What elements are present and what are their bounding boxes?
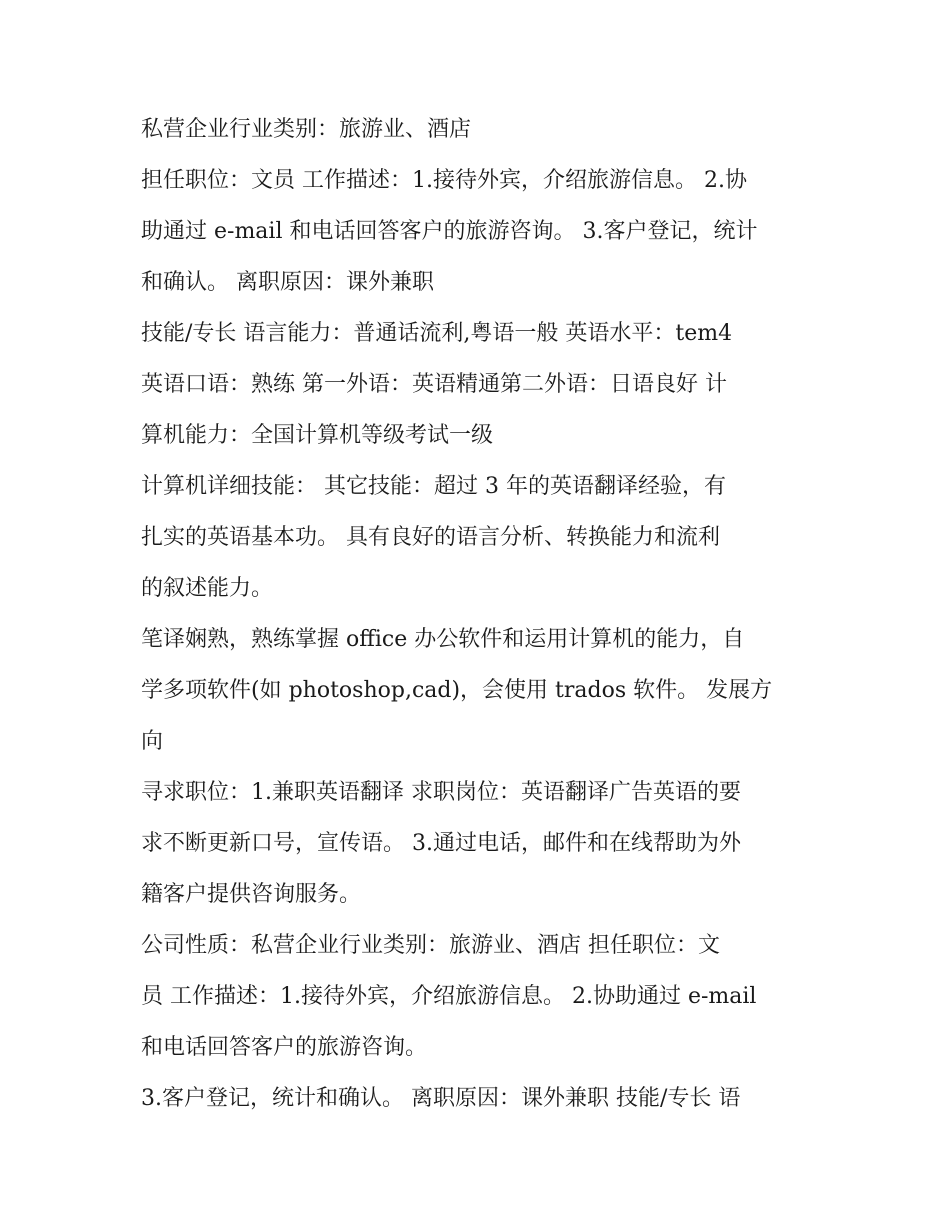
text-line: 学多项软件(如 photoshop,cad)，会使用 trados 软件。 发展方 (141, 678, 773, 703)
text-line: 公司性质：私营企业行业类别：旅游业、酒店 担任职位：文 (141, 933, 720, 958)
paragraph-registration (141, 1073, 813, 1124)
text-line: 助通过 e-mail 和电话回答客户的旅游咨询。 3.客户登记，统计 (141, 219, 758, 244)
text-line: 的叙述能力。 (141, 576, 274, 601)
text-line: 寻求职位：1.兼职英语翻译 求职岗位：英语翻译广告英语的要 (141, 780, 741, 805)
text-line: 算机能力：全国计算机等级考试一级 (141, 423, 494, 448)
paragraph-translation (141, 614, 813, 767)
text-line: 英语口语：熟练 第一外语：英语精通第二外语：日语良好 计 (141, 372, 727, 397)
text-line: 扎实的英语基本功。 具有良好的语言分析、转换能力和流利 (141, 525, 720, 550)
paragraph-desired-position (141, 767, 813, 920)
paragraph-skills (141, 308, 813, 461)
text-line: 和确认。 离职原因：课外兼职 (141, 270, 434, 295)
paragraph-job-description (141, 155, 813, 308)
text-line: 向 (141, 729, 164, 754)
document-body (141, 104, 813, 1124)
text-line: 笔译娴熟，熟练掌握 office 办公软件和运用计算机的能力，自 (141, 627, 745, 652)
text-line: 和电话回答客户的旅游咨询。 (141, 1035, 428, 1060)
text-line: 私营企业行业类别：旅游业、酒店 (141, 117, 472, 142)
paragraph-company (141, 920, 813, 1073)
text-line: 担任职位：文员 工作描述：1.接待外宾，介绍旅游信息。 2.协 (141, 168, 747, 193)
text-line: 3.客户登记，统计和确认。 离职原因：课外兼职 技能/专长 语 (141, 1086, 741, 1111)
text-line: 籍客户提供咨询服务。 (141, 882, 362, 907)
text-line: 求不断更新口号，宣传语。 3.通过电话，邮件和在线帮助为外 (141, 831, 741, 856)
text-line: 技能/专长 语言能力：普通话流利,粤语一般 英语水平：tem4 (141, 321, 733, 346)
paragraph-industry (141, 104, 813, 155)
text-line: 员 工作描述：1.接待外宾，介绍旅游信息。 2.协助通过 e-mail (141, 984, 757, 1009)
text-line: 计算机详细技能： 其它技能：超过 3 年的英语翻译经验，有 (141, 474, 726, 499)
paragraph-computer-skills (141, 461, 813, 614)
